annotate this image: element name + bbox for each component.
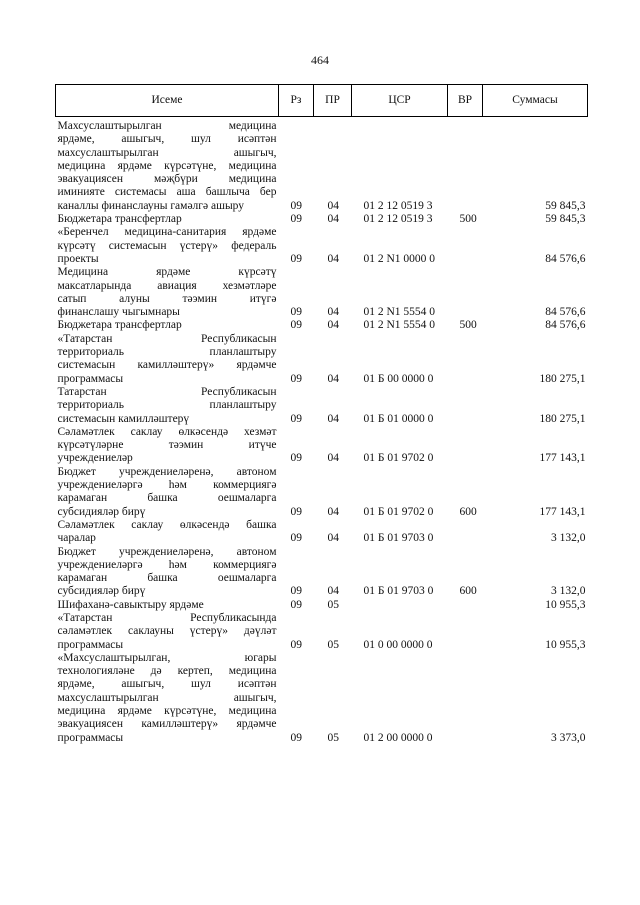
row-name-line: субсидияләр бирү [57, 505, 146, 518]
row-vr [448, 612, 483, 652]
row-name-line: технологияләне дә кертеп, медицина [57, 665, 277, 678]
row-pr: 05 [327, 598, 339, 611]
row-name-line: максатларында авиация хезмәтләре [57, 279, 277, 292]
budget-table [55, 84, 588, 745]
row-sum: 177 143,1 [539, 452, 586, 465]
row-rz: 09 [290, 252, 302, 265]
row-pr: 04 [327, 372, 339, 385]
row-csr: 01 0 00 0000 0 [363, 638, 433, 651]
row-name [56, 466, 279, 519]
row-name-line: иминияте системасы аша башлыча бер [57, 186, 277, 199]
row-name-line: күрсәтү системасын үстерү» федераль [57, 239, 277, 252]
row-name-line: каналлы финанслауны гамәлгә ашыру [57, 199, 245, 212]
row-csr: 01 2 N1 0000 0 [363, 252, 436, 265]
row-sum: 180 275,1 [539, 412, 586, 425]
row-rz: 09 [290, 412, 302, 425]
row-rz: 09 [290, 585, 302, 598]
row-name-line: күрсәтүләрне тәэмин итүче [57, 439, 277, 452]
row-pr: 05 [327, 731, 339, 744]
row-name-line: системасын камилләштерү» ярдәмче [57, 359, 277, 372]
table-row [56, 599, 588, 612]
table-row [56, 266, 588, 319]
row-sum: 177 143,1 [539, 505, 586, 518]
table-row [56, 226, 588, 266]
row-csr: 01 Б 01 9703 0 [363, 532, 434, 545]
row-name-line: «Татарстан Республикасында [57, 611, 277, 624]
row-vr [448, 333, 483, 386]
table-row [56, 546, 588, 599]
row-name [56, 599, 279, 612]
row-vr [448, 426, 483, 466]
header-sum: Суммасы [483, 85, 588, 117]
row-sum: 84 576,6 [545, 319, 586, 332]
row-rz: 09 [290, 638, 302, 651]
row-sum: 59 845,3 [545, 199, 586, 212]
row-rz: 09 [290, 532, 302, 545]
row-name [56, 546, 279, 599]
row-pr: 04 [327, 452, 339, 465]
row-csr [352, 599, 448, 612]
row-pr: 04 [327, 532, 339, 545]
row-name-line: учреждениеләр [57, 452, 133, 465]
row-pr: 04 [327, 306, 339, 319]
row-name-line: Махсуслаштырылган медицина [57, 120, 277, 132]
row-name-line: Татарстан Республикасын [57, 385, 277, 398]
row-name-line: учреждениеләргә һәм коммерциягә [57, 479, 277, 492]
row-sum: 10 955,3 [545, 598, 586, 611]
row-rz: 09 [290, 452, 302, 465]
row-name-line: Сәламәтлек саклау өлкәсендә хезмәт [57, 425, 277, 438]
row-name-line: Бюджет учреждениеләренә, автоном [57, 465, 277, 478]
table-row [56, 466, 588, 519]
header-rz: Рз [279, 85, 314, 117]
row-name-line: финанслашу чыгымнары [57, 306, 180, 319]
table-row [56, 612, 588, 652]
row-csr: 01 2 N1 5554 0 [363, 319, 436, 332]
row-name-line: ярдәме, ашыгыч, шул исәптән [57, 678, 277, 691]
row-sum: 84 576,6 [545, 252, 586, 265]
row-pr: 04 [327, 585, 339, 598]
row-sum: 10 955,3 [545, 638, 586, 651]
row-csr: 01 Б 01 9702 0 [363, 452, 434, 465]
row-name-line: эвакуациясен камилләштерү» ярдәмче [57, 718, 277, 731]
row-name-line: системасын камилләштерү [57, 412, 190, 425]
header-pr: ПР [314, 85, 352, 117]
row-rz: 09 [290, 598, 302, 611]
row-csr: 01 2 N1 5554 0 [363, 306, 436, 319]
row-rz: 09 [290, 372, 302, 385]
header-csr: ЦСР [352, 85, 448, 117]
table-row [56, 386, 588, 426]
row-vr [448, 386, 483, 426]
row-vr: 600 [459, 585, 477, 598]
table-row [56, 426, 588, 466]
row-name [56, 333, 279, 386]
row-rz: 09 [290, 319, 302, 332]
row-csr: 01 Б 00 0000 0 [363, 372, 434, 385]
row-name [56, 652, 279, 745]
row-name [56, 426, 279, 466]
row-rz: 09 [290, 306, 302, 319]
table-row [56, 319, 588, 332]
row-name-line: Сәламәтлек саклау өлкәсендә башка [57, 518, 277, 531]
row-pr: 05 [327, 638, 339, 651]
table-row [56, 213, 588, 226]
row-name-line: субсидияләр бирү [57, 585, 146, 598]
row-name-line: программасы [57, 731, 124, 744]
row-name-line: махсуслаштырылган ашыгыч, [57, 146, 277, 159]
row-sum: 3 373,0 [551, 731, 586, 744]
header-vr: ВР [448, 85, 483, 117]
row-name [56, 117, 279, 214]
row-sum: 3 132,0 [551, 585, 586, 598]
row-name-line: ярдәме, ашыгыч, шул исәптән [57, 133, 277, 146]
row-name-line: территориаль планлаштыру [57, 346, 277, 359]
row-vr: 600 [459, 505, 477, 518]
row-vr [448, 652, 483, 745]
row-name-line: Шифаханә-савыктыру ярдәме [57, 598, 204, 611]
row-name-line: медицина ярдәме күрсәтүне, медицина [57, 705, 277, 718]
table-row [56, 117, 588, 214]
row-name [56, 519, 279, 546]
row-name-line: программасы [57, 638, 124, 651]
row-name-line: проекты [57, 252, 99, 265]
row-pr: 04 [327, 252, 339, 265]
row-vr: 500 [459, 213, 477, 226]
row-name-line: Медицина ярдәме күрсәтү [57, 266, 277, 279]
row-pr: 04 [327, 319, 339, 332]
row-name-line: Бюджет учреждениеләренә, автоном [57, 545, 277, 558]
row-name-line: «Беренчел медицина-санитария ярдәме [57, 226, 277, 239]
table-row [56, 652, 588, 745]
row-rz: 09 [290, 731, 302, 744]
table-row [56, 333, 588, 386]
row-name-line: программасы [57, 372, 124, 385]
row-name-line: «Махсуслаштырылган, югары [57, 651, 277, 664]
row-name [56, 612, 279, 652]
row-vr [448, 519, 483, 546]
row-name-line: сәламәтлек саклауны үстерү» дәүләт [57, 625, 277, 638]
row-sum: 84 576,6 [545, 306, 586, 319]
row-vr: 500 [459, 319, 477, 332]
row-sum: 180 275,1 [539, 372, 586, 385]
row-name [56, 386, 279, 426]
row-name [56, 213, 279, 226]
table-body [56, 117, 588, 745]
row-rz: 09 [290, 199, 302, 212]
row-pr: 04 [327, 412, 339, 425]
row-name-line: махсуслаштырылган ашыгыч, [57, 691, 277, 704]
row-csr: 01 2 12 0519 3 [363, 199, 433, 212]
row-rz: 09 [290, 213, 302, 226]
row-rz: 09 [290, 505, 302, 518]
row-name-line: чаралар [57, 532, 96, 545]
row-pr: 04 [327, 213, 339, 226]
row-name-line: учреждениеләргә һәм коммерциягә [57, 558, 277, 571]
row-vr [448, 599, 483, 612]
row-name [56, 319, 279, 332]
row-csr: 01 Б 01 0000 0 [363, 412, 434, 425]
row-pr: 04 [327, 199, 339, 212]
row-name-line: эвакуациясен мәҗбүри медицина [57, 173, 277, 186]
row-name-line: «Татарстан Республикасын [57, 332, 277, 345]
row-pr: 04 [327, 505, 339, 518]
row-name-line: территориаль планлаштыру [57, 399, 277, 412]
row-name [56, 266, 279, 319]
row-csr: 01 Б 01 9702 0 [363, 505, 434, 518]
row-vr [448, 117, 483, 214]
row-csr: 01 Б 01 9703 0 [363, 585, 434, 598]
row-vr [448, 266, 483, 319]
row-name [56, 226, 279, 266]
row-csr: 01 2 12 0519 3 [363, 213, 433, 226]
row-name-line: сатып алуны тәэмин итүгә [57, 292, 277, 305]
row-name-line: Бюджетара трансфертлар [57, 213, 182, 226]
table-row [56, 519, 588, 546]
page-number: 464 [311, 53, 329, 67]
row-sum: 59 845,3 [545, 213, 586, 226]
table-header-row [56, 85, 588, 117]
row-name-line: карамаган башка оешмаларга [57, 492, 277, 505]
header-name: Исеме [56, 85, 279, 117]
row-name-line: Бюджетара трансфертлар [57, 319, 182, 332]
row-vr [448, 226, 483, 266]
row-csr: 01 2 00 0000 0 [363, 731, 433, 744]
row-sum: 3 132,0 [551, 532, 586, 545]
row-name-line: медицина ярдәме күрсәтүне, медицина [57, 159, 277, 172]
row-name-line: карамаган башка оешмаларга [57, 572, 277, 585]
